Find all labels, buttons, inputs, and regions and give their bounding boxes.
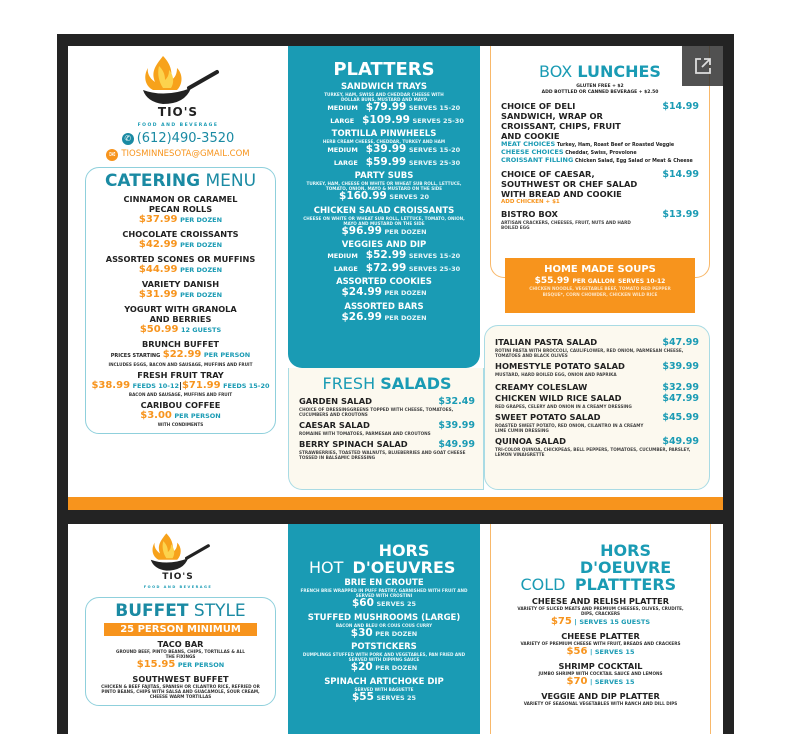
choice-line: CROISSANT FILLING Chicken Salad, Egg Salad or Meat & Cheese (501, 156, 693, 164)
item-price: $39.99 (438, 420, 475, 431)
item-desc: RED GRAPES, CELERY AND ONION IN A CREAMY DRESSING (495, 404, 632, 409)
item-name: TORTILLA PINWHEELS (331, 129, 437, 139)
soups-title: HOME MADE SOUPS (544, 264, 656, 275)
flaming-pan-logo (143, 530, 213, 574)
item-name: CAESAR SALAD (299, 420, 370, 430)
menu-item (90, 400, 271, 427)
item-name: CARIBOU COFFEE (140, 399, 221, 410)
item-name: PARTY SUBS (354, 171, 414, 181)
item-desc: GROUND BEEF, PINTO BEANS, CHIPS, TORTILLAS & ALL THE FIXINGS (116, 649, 245, 660)
size-label: LARGE (333, 264, 358, 273)
item-price: $44.99 (138, 263, 178, 275)
item-desc: ROMAINE WITH TOMATOES, PARMESAN AND CROUTONS (299, 431, 431, 436)
item-unit: PER DOZEN (180, 265, 223, 274)
item-unit: PER DOZEN (180, 290, 223, 299)
item-unit: SERVES 15 (594, 678, 635, 686)
menu-item (288, 302, 480, 325)
item-name: ASSORTED BARS (344, 301, 424, 312)
phone (68, 132, 288, 147)
item-name: SWEET POTATO SALAD (495, 412, 601, 422)
catering-menu-box (85, 167, 276, 434)
item-price: $14.99 (662, 169, 699, 180)
menu-item (288, 642, 480, 675)
cold-hors-doeuvres-column (480, 524, 723, 734)
item-price: $72.99 (365, 261, 407, 274)
email (68, 149, 288, 161)
open-in-new-icon (693, 56, 713, 76)
item-price: $47.99 (662, 393, 699, 404)
item-price: $26.99 (341, 310, 382, 323)
item-desc: TRI-COLOR QUINOA, CHICKPEAS, BELL PEPPERS, TOMATOES, CUCUMBER, PARSLEY, LEMON VINAIGRETTE (495, 447, 691, 457)
item-price: $47.99 (662, 337, 699, 348)
item-desc: VARIETY OF PREMIUM CHEESE WITH FRUIT, BREADS AND CRACKERS (520, 641, 681, 646)
item-price: $39.99 (365, 143, 407, 155)
item-price: $3.00 (140, 409, 172, 421)
soups-serves: SERVES 10-12 (617, 278, 666, 285)
item-price: $39.99 (662, 361, 699, 372)
item-desc: TURKEY, HAM, CHEESE ON WHITE OR WHEAT SUB ROLL, LETTUCE, TOMATO, ONION, MAYO & MUSTARD ON THE SIDE (306, 181, 462, 191)
choice-line: CHEESE CHOICES Cheddar, Swiss, Provolone (501, 148, 637, 156)
home-made-soups-box (505, 258, 695, 313)
item-price: $75 (550, 616, 572, 627)
item-unit: PER PERSON (174, 411, 221, 420)
item-name: CHICKEN SALAD CROISSANTS (313, 205, 455, 216)
item-price: $38.99 (91, 379, 131, 391)
item-desc: CHICKEN & BEEF FAJITAS, SPANISH OR CILANTRO RICE, REFRIED OR PINTO BEANS, CHIPS WITH SALSA AND GUACAMOLE, SOUR CREAM, CHEESE WARM TORTILLAS (101, 684, 260, 700)
item-name: SANDWICH TRAYS (340, 82, 428, 92)
item-price: $30 (350, 626, 373, 639)
item-desc: SERVED WITH BAGUETTE (354, 686, 414, 692)
size-label: MEDIUM (327, 104, 358, 112)
size-label: LARGE (330, 116, 355, 125)
item-name: CHOICE OF DELI SANDWICH, WRAP OR CROISSANT, CHIPS, FRUIT AND COOKIE (501, 101, 621, 141)
item-unit: SERVES 15-20 (408, 146, 461, 154)
item-unit: PER PERSON (177, 661, 225, 670)
item-name: ASSORTED COOKIES (336, 277, 432, 287)
item-price: $49.99 (438, 439, 475, 450)
item-prefix: PRICES STARTING (110, 352, 161, 359)
minimum-banner: 25 PERSON MINIMUM (104, 623, 257, 636)
item-name: POTSTICKERS (351, 642, 417, 652)
item-unit: SERVES 15 (594, 648, 635, 656)
item-desc: MUSTARD, HARD BOILED EGG, ONION AND PAPRIKA (495, 372, 617, 377)
item-unit: PER DOZEN (375, 629, 418, 638)
size-label: LARGE (333, 158, 358, 167)
item-price: $15.95 (136, 659, 176, 671)
item-desc: VARIETY OF SLICED MEATS AND PREMIUM CHEESES, OLIVES, CRUDITE, DIPS, CRACKERS (517, 606, 684, 616)
menu-item (288, 613, 480, 641)
menu-item (90, 254, 271, 276)
item-price: $70 (566, 676, 588, 687)
menu-item (288, 171, 480, 204)
item-price: $42.99 (138, 238, 178, 250)
item-name: YOGURT WITH GRANOLA AND BERRIES (124, 303, 237, 324)
item-name: BRIE EN CROUTE (344, 578, 424, 588)
soups-unit: PER GALLON (572, 278, 615, 285)
item-desc: JUMBO SHRIMP WITH COCKTAIL SAUCE AND LEMONS (538, 671, 663, 676)
item-price: $59.99 (365, 155, 407, 168)
item-unit: PER PERSON (203, 350, 251, 359)
item-name: TACO BAR (157, 639, 204, 650)
item-name: CHOCOLATE CROISSANTS (122, 228, 239, 239)
separator: | (179, 380, 182, 390)
item-price: $50.99 (139, 323, 179, 335)
item-name: HOMESTYLE POTATO SALAD (495, 361, 625, 371)
menu-item (90, 339, 271, 367)
item-price: $14.99 (662, 101, 699, 112)
menu-item (491, 691, 710, 706)
fresh-salads-title: FRESH SALADS (322, 374, 452, 393)
note: ADD BOTTLED OR CANNED BEVERAGE + $2.50 (541, 90, 659, 95)
item-desc: DUMPLINGS STUFFED WITH PORK AND VEGETABLES, PAN FRIED AND SERVED WITH DIPPING SAUCE (302, 652, 466, 662)
item-unit: SERVES 15 GUESTS (579, 618, 651, 626)
item-desc: BACON AND BLEU OR COUS COUS CURRY (335, 622, 433, 628)
menu-item (90, 304, 271, 336)
orange-footer-bar (68, 497, 723, 510)
note: GLUTEN FREE + $2 (576, 84, 624, 89)
item-name: ITALIAN PASTA SALAD (495, 337, 598, 347)
side-salads-box (484, 325, 710, 490)
box-lunches-box (490, 46, 710, 278)
item-name: CHICKEN WILD RICE SALAD (495, 393, 622, 403)
item-desc: ROASTED SWEET POTATO, RED ONION, CILANTRO IN A CREAMY LIME CUMIN DRESSING (495, 423, 644, 433)
item-unit: SERVES 25-30 (412, 116, 464, 125)
item-unit: 12 GUESTS (180, 325, 222, 334)
item-price: $56 (566, 646, 588, 657)
item-name: CHOICE OF CAESAR, SOUTHWEST OR CHEF SALAD WITH BREAD AND COOKIE (501, 169, 638, 199)
brand-tagline: FOOD AND BEVERAGE (137, 122, 219, 128)
item-desc: TURKEY, HAM, SWISS AND CHEDDAR CHEESE WITH DOLLAR BUNS, MUSTARD AND MAYO (324, 92, 444, 102)
menu-page-1 (68, 46, 723, 510)
menu-item (90, 674, 271, 699)
open-in-new-button[interactable] (682, 46, 723, 86)
soups-desc: CHICKEN NOODLE, VEGETABLE BEEF, TOMATO RED PEPPER BISQUE*, CORN CHOWDER, CHICKEN WILD RICE (529, 287, 671, 298)
item-desc: BACON AND SAUSAGE, MUFFINS AND FRUIT (128, 391, 233, 397)
brand-name: TIO'S (162, 572, 194, 582)
item-price: $32.99 (662, 382, 699, 393)
catering-title: CATERING MENU (104, 170, 257, 191)
item-name: CHEESE AND RELISH PLATTER (531, 596, 670, 606)
item-price: $13.99 (662, 209, 699, 220)
menu-item (90, 639, 271, 671)
item-unit: PER DOZEN (180, 215, 223, 224)
item-name: SOUTHWEST BUFFET (132, 674, 229, 685)
menu-item (288, 677, 480, 705)
item-desc: WITH CONDIMENTS (157, 421, 204, 427)
item-price: $79.99 (365, 101, 407, 113)
menu-item (288, 240, 480, 275)
item-unit: PER DOZEN (384, 227, 427, 236)
item-price: $49.99 (662, 436, 699, 447)
item-desc: STRAWBERRIES, TOASTED WALNUTS, BLUEBERRIES AND GOAT CHEESE TOSSED IN BALSAMIC DRESSING (299, 450, 466, 460)
item-desc: VARIETY OF SEASONAL VEGETABLES WITH RANCH AND DILL DIPS (523, 701, 678, 706)
item-desc: FRENCH BRIE WRAPPED IN PUFF PASTRY, GARNISHED WITH FRUIT AND SERVED WITH CROSTINI (300, 588, 468, 598)
item-price: $31.99 (138, 288, 178, 300)
item-price: $71.99 (181, 379, 221, 391)
item-name: FRESH FRUIT TRAY (137, 369, 224, 380)
item-unit: SERVES 25-30 (408, 264, 461, 273)
item-name: VEGGIES AND DIP (341, 240, 427, 250)
item-name: SHRIMP COCKTAIL (558, 661, 643, 671)
item-price: $109.99 (362, 113, 410, 126)
item-name: VEGGIE AND DIP PLATTER (541, 691, 660, 701)
item-price: $160.99 (339, 190, 387, 202)
size-label: MEDIUM (327, 146, 358, 154)
item-unit: SERVES 25-30 (408, 158, 461, 167)
item-unit: SERVES 20 (389, 193, 429, 201)
menu-item (288, 82, 480, 127)
item-name: QUINOA SALAD (495, 436, 566, 446)
item-unit: PER DOZEN (384, 313, 427, 322)
item-unit: PER DOZEN (384, 289, 427, 297)
buffet-column (68, 524, 288, 706)
menu-item (90, 279, 271, 301)
item-desc: CHOICE OF DRESSINGGREENS TOPPED WITH CHEESE, TOMATOES, CUCUMBERS AND CROUTONS (299, 407, 454, 417)
hot-hors-title: HOT HORS D'OEUVRES (309, 541, 456, 577)
menu-page-2 (68, 524, 723, 734)
item-unit: FEEDS 10-12 (132, 381, 180, 390)
item-name: CREAMY COLESLAW (495, 382, 588, 392)
item-name: ASSORTED SCONES OR MUFFINS (105, 253, 256, 264)
menu-item (90, 194, 271, 226)
menu-item: CHEESE AND RELISH PLATTER VARIETY OF SLICED MEATS AND PREMIUM CHEESES, OLIVES, CRUDITE, DIPS, CRACKERS $75 | SERVES 15 GUESTS (491, 596, 710, 628)
item-price: $52.99 (365, 249, 407, 261)
cold-hors-title: COLD HORS D'OEUVRE PLATTTERS (520, 541, 677, 594)
brand-name: TIO'S (157, 105, 199, 119)
item-name: CHEESE PLATTER (561, 631, 640, 641)
choice-line: MEAT CHOICES Turkey, Ham, Roast Beef or Roasted Veggie (501, 140, 675, 148)
menu-item (288, 206, 480, 239)
hot-hors-doeuvres-column (288, 524, 480, 734)
item-unit: SERVES 15-20 (408, 252, 461, 260)
item-desc: ARTISAN CRACKERS, CHEESES, FRUIT, NUTS AND HARD BOILED EGG (501, 220, 631, 230)
phone-number: (612)490-3520 (136, 130, 235, 146)
item-desc: CHEESE ON WHITE OR WHEAT SUB ROLL, LETTUCE, TOMATO, ONION, MAYO AND MUSTARD ON THE SIDE (303, 215, 465, 226)
menu-item (288, 277, 480, 300)
email-address: TIOSMINNESOTA@GMAIL.COM (121, 149, 250, 160)
menu-item: CHEESE PLATTER VARIETY OF PREMIUM CHEESE WITH FRUIT, BREADS AND CRACKERS $56 | SERVES 15 (491, 631, 710, 658)
item-unit: SERVES 25 (376, 693, 417, 702)
item-desc: INCLUDES EGGS, BACON AND SAUSAGE, MUFFINS AND FRUIT (108, 361, 253, 367)
platters-column (288, 46, 480, 368)
email-icon: ✉ (106, 149, 118, 161)
item-price: $37.99 (138, 213, 178, 225)
brand-tagline: FOOD AND BEVERAGE (143, 585, 213, 590)
item-price: $32.49 (438, 396, 475, 407)
fresh-salads-box (288, 368, 484, 490)
item-name: BISTRO BOX (501, 209, 558, 219)
item-name: SPINACH ARTICHOKE DIP (324, 676, 444, 687)
phone-icon: ✆ (122, 133, 134, 145)
item-name: VARIETY DANISH (141, 278, 220, 289)
item-name: BERRY SPINACH SALAD (299, 439, 408, 449)
item-name: GARDEN SALAD (299, 396, 372, 406)
item-unit: FEEDS 15-20 (223, 381, 270, 390)
item-desc: ROTINI PASTA WITH BROCCOLI, CAULIFLOWER, RED ONION, PARMESAN CHEESE, TOMATOES AND BLACK OLIVES (495, 348, 684, 358)
item-price: $22.99 (162, 348, 202, 360)
item-name: CINNAMON OR CARAMEL PECAN ROLLS (123, 193, 238, 214)
box-lunches-column (480, 46, 723, 497)
box-lunches-title: BOX LUNCHES (539, 62, 661, 81)
item-name: BRUNCH BUFFET (141, 338, 219, 349)
addon: ADD CHICKEN + $1 (501, 199, 560, 205)
buffet-box (85, 597, 276, 706)
cold-hors-box (490, 524, 711, 734)
item-unit: PER DOZEN (375, 664, 418, 672)
item-name: STUFFED MUSHROOMS (LARGE) (307, 612, 461, 623)
item-price: $20 (350, 661, 373, 673)
soups-price: $55.99 (534, 276, 570, 286)
item-price: $45.99 (662, 412, 699, 423)
menu-item (90, 370, 271, 397)
item-desc: HERB CREAM CHEESE, CHEDDAR, TURKEY AND HAM (322, 139, 446, 144)
item-price: $24.99 (341, 286, 382, 298)
flaming-pan-logo (133, 52, 223, 108)
item-price: $60 (351, 597, 374, 609)
menu-item (288, 129, 480, 169)
item-unit: SERVES 25 (376, 600, 417, 608)
item-price: $55 (351, 690, 374, 703)
item-unit: SERVES 15-20 (408, 104, 461, 112)
buffet-title: BUFFET STYLE (115, 601, 246, 622)
item-unit: PER DOZEN (180, 240, 223, 249)
menu-item (288, 578, 480, 611)
platters-title: PLATTERS (333, 59, 435, 80)
menu-item (90, 229, 271, 251)
catering-column (68, 46, 288, 434)
item-price: $96.99 (341, 224, 382, 237)
menu-item: SHRIMP COCKTAIL JUMBO SHRIMP WITH COCKTAIL SAUCE AND LEMONS $70 | SERVES 15 (491, 661, 710, 688)
size-label: MEDIUM (327, 252, 358, 260)
